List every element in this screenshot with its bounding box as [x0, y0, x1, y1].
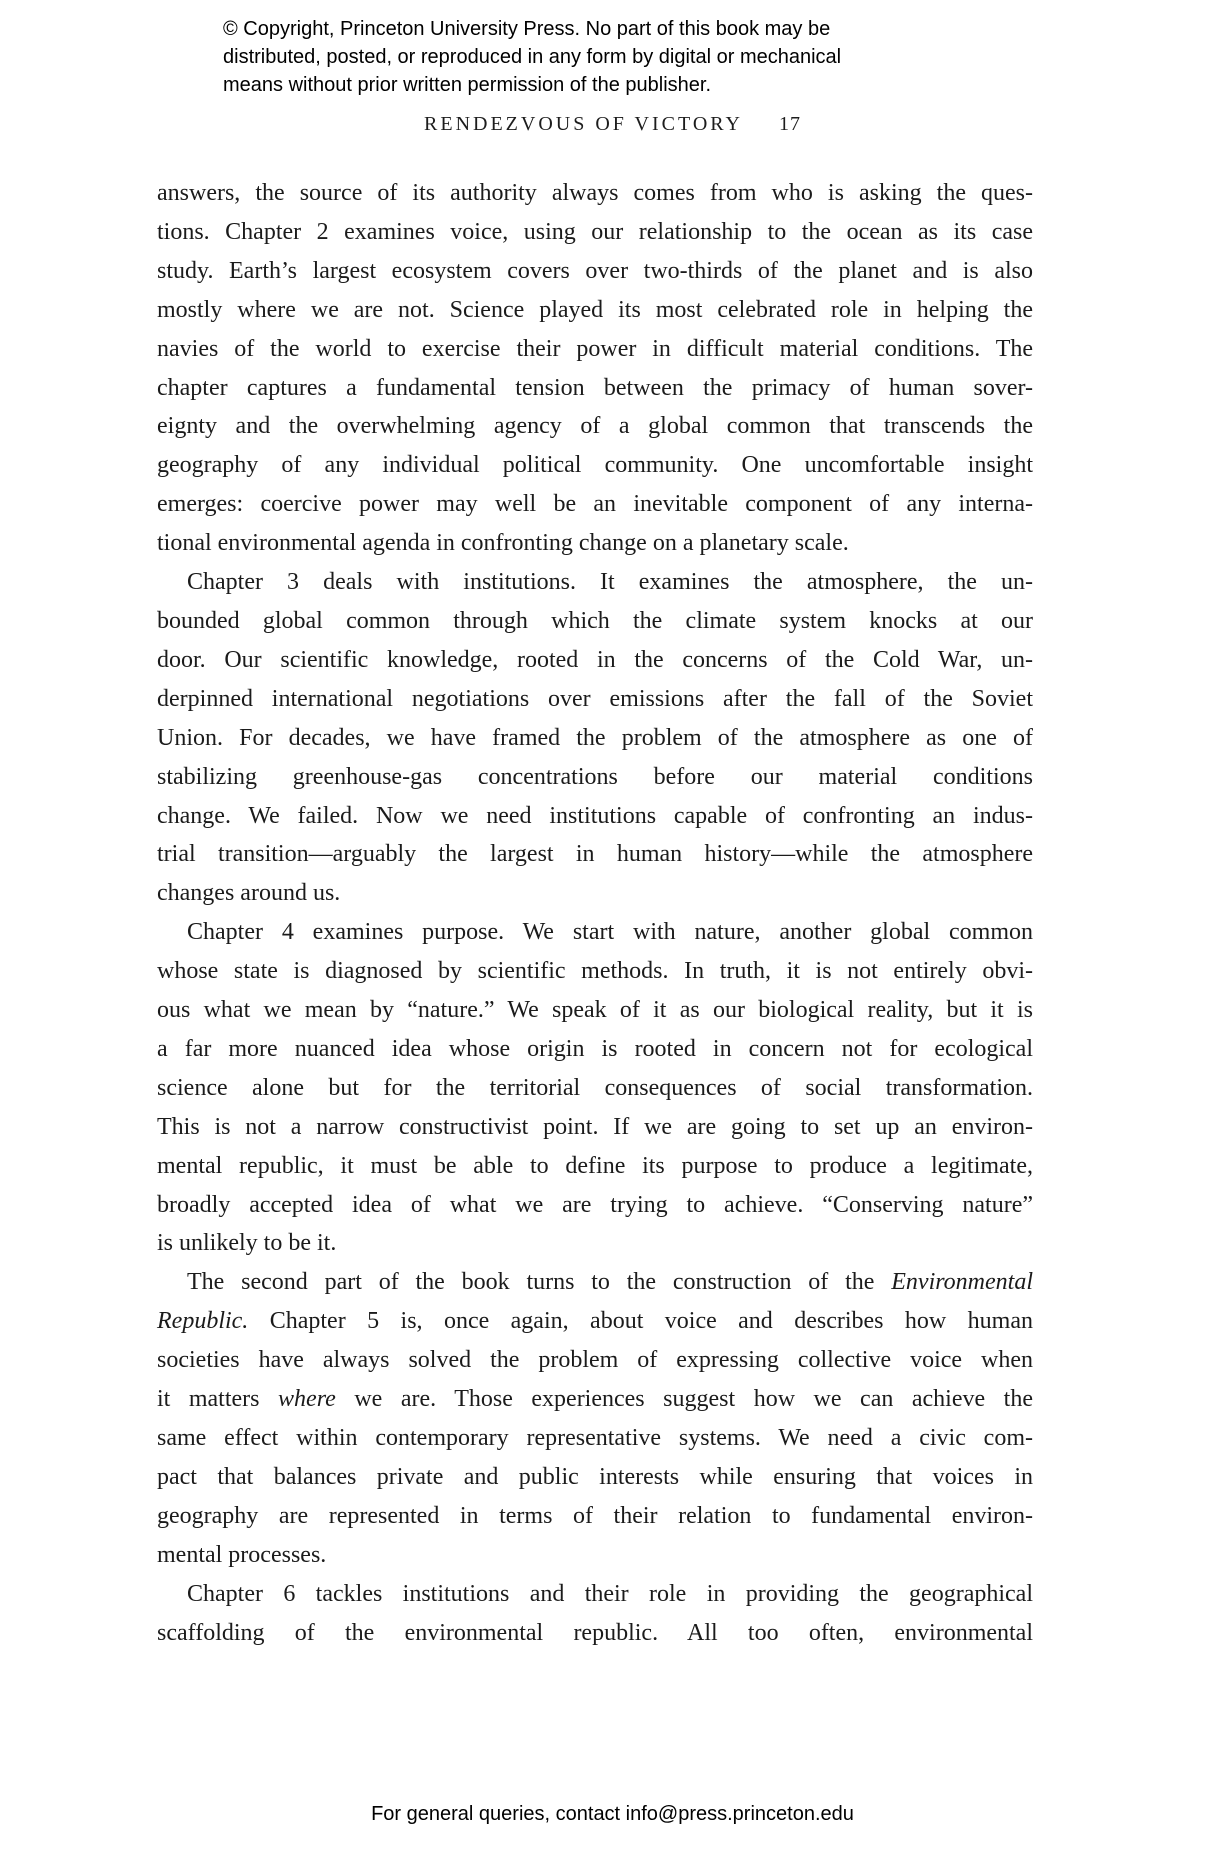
- text-line: geography are represented in terms of their relation to fundamental environ-: [157, 1502, 1033, 1529]
- copyright-notice: [223, 15, 841, 99]
- running-head: [0, 112, 1225, 136]
- paragraph: [157, 913, 1033, 1263]
- text-line: bounded global common through which the climate system knocks at our: [157, 607, 1033, 634]
- text-line: Republic. Chapter 5 is, once again, about voice and describes how human: [157, 1308, 1033, 1335]
- text-line: tional environmental agenda in confronting change on a planetary scale.: [157, 530, 849, 557]
- text-line: Chapter 4 examines purpose. We start with nature, another global common: [187, 919, 1033, 946]
- text-line: mental republic, it must be able to define its purpose to produce a legitimate,: [157, 1152, 1033, 1179]
- text-line: tions. Chapter 2 examines voice, using our relationship to the ocean as its case: [157, 218, 1033, 245]
- text-line: eignty and the overwhelming agency of a global common that transcends the: [157, 413, 1033, 440]
- body-text: [157, 174, 1033, 1652]
- footer: [0, 1801, 1225, 1827]
- text-line: mental processes.: [157, 1541, 327, 1568]
- text-line: societies have always solved the problem of expressing collective voice when: [157, 1347, 1033, 1374]
- copyright-line: distributed, posted, or reproduced in any form by digital or mechanical: [223, 46, 842, 68]
- text-line: it matters where we are. Those experiences suggest how we can achieve the: [157, 1386, 1033, 1413]
- page-number: 17: [778, 113, 801, 135]
- text-line: pact that balances private and public interests while ensuring that voices in: [157, 1463, 1033, 1490]
- paragraph: [157, 174, 1033, 563]
- text-line: The second part of the book turns to the construction of the Environmental: [187, 1269, 1033, 1296]
- paragraph: [157, 1263, 1033, 1574]
- text-line: geography of any individual political community. One uncomfortable insight: [157, 452, 1033, 479]
- text-line: trial transition—arguably the largest in human history—while the atmosphere: [157, 841, 1033, 868]
- text-line: change. We failed. Now we need institutions capable of confronting an indus-: [157, 802, 1033, 829]
- text-line: door. Our scientific knowledge, rooted in the concerns of the Cold War, un-: [157, 646, 1033, 673]
- text-line: Chapter 6 tackles institutions and their role in providing the geographical: [187, 1580, 1033, 1607]
- text-line: stabilizing greenhouse-gas concentrations before our material conditions: [157, 763, 1033, 790]
- text-line: whose state is diagnosed by scientific methods. In truth, it is not entirely obvi-: [157, 958, 1033, 985]
- text-line: emerges: coercive power may well be an inevitable component of any interna-: [157, 491, 1033, 518]
- text-line: derpinned international negotiations over emissions after the fall of the Soviet: [157, 685, 1033, 712]
- text-line: changes around us.: [157, 880, 341, 907]
- text-line: scaffolding of the environmental republic. All too often, environmental: [157, 1619, 1033, 1646]
- paragraph: [157, 1575, 1033, 1653]
- text-line: science alone but for the territorial consequences of social transformation.: [157, 1074, 1033, 1101]
- text-line: chapter captures a fundamental tension between the primacy of human sover-: [157, 374, 1033, 401]
- text-line: ous what we mean by “nature.” We speak of it as our biological reality, but it is: [157, 997, 1033, 1024]
- paragraph: [157, 563, 1033, 913]
- text-line: navies of the world to exercise their power in difficult material conditions. The: [157, 335, 1033, 362]
- copyright-line: © Copyright, Princeton University Press. No part of this book may be: [223, 18, 831, 40]
- running-head-title: RENDEZVOUS OF VICTORY: [424, 113, 743, 135]
- text-line: mostly where we are not. Science played its most celebrated role in helping the: [157, 296, 1033, 323]
- text-line: answers, the source of its authority always comes from who is asking the ques-: [157, 180, 1033, 206]
- text-line: a far more nuanced idea whose origin is rooted in concern not for ecological: [157, 1035, 1033, 1062]
- text-line: same effect within contemporary representative systems. We need a civic com-: [157, 1425, 1033, 1451]
- text-line: This is not a narrow constructivist point. If we are going to set up an environ-: [157, 1113, 1033, 1140]
- copyright-line: means without prior written permission of the publisher.: [223, 74, 712, 96]
- text-line: study. Earth’s largest ecosystem covers over two-thirds of the planet and is also: [157, 257, 1033, 284]
- text-line: Chapter 3 deals with institutions. It examines the atmosphere, the un-: [187, 569, 1033, 596]
- footer-query-text: For general queries, contact info@press.princeton.edu: [371, 1803, 854, 1825]
- text-line: broadly accepted idea of what we are trying to achieve. “Conserving nature”: [157, 1191, 1033, 1218]
- text-line: is unlikely to be it.: [157, 1230, 337, 1257]
- text-line: Union. For decades, we have framed the problem of the atmosphere as one of: [157, 724, 1033, 751]
